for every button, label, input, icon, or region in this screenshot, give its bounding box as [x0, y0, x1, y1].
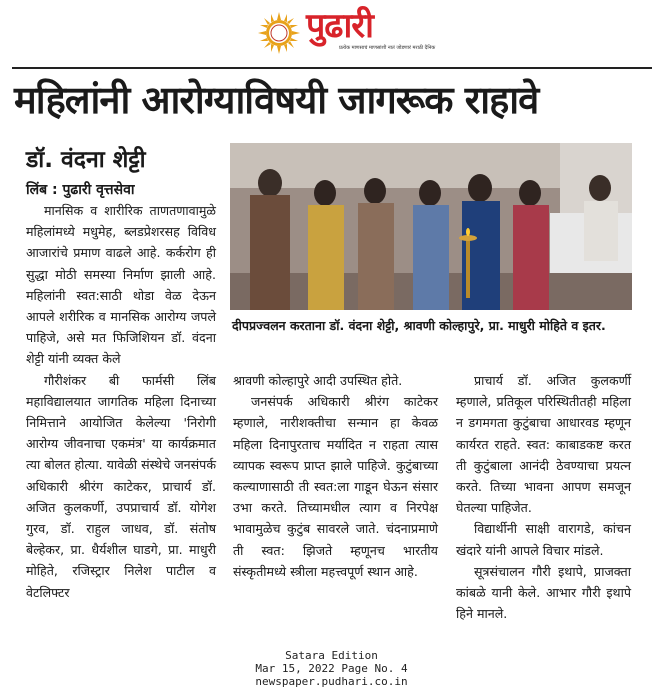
paragraph: विद्यार्थीनी साक्षी वारागडे, कांचन खंदारे यांनी आपले विचार मांडले.: [456, 521, 631, 558]
masthead-tagline: प्रत्येक माणसाचं माणसांशी नातं जोडणारं मराठी दैनिक: [339, 45, 436, 51]
paragraph: प्राचार्य डॉ. अजित कुलकर्णी म्हणाले, प्रतिकूल परिस्थितीतही महिला न डगमगता कुटुंबाचा आधारवड म्हणून कार्यरत राहते. स्वत: काबाडकष्ट करत ती कुटुंबाला आनंदी ठेवण्याचा प्रयत्न करते. तिच्या भावना आपण समजून घेतल्या पाहिजेत.: [456, 373, 631, 516]
sun-emblem-icon: [258, 12, 300, 54]
article-dateline: लिंब : पुढारी वृत्तसेवा: [26, 182, 135, 198]
footer-url[interactable]: newspaper.pudhari.co.in: [255, 675, 408, 688]
paragraph: श्रावणी कोल्हापुरे आदी उपस्थित होते.: [233, 373, 403, 388]
paragraph: सूत्रसंचालन गौरी इथापे, प्राजक्ता कांबळे यानी केले. आभार गौरी इथापे हिने मानले.: [456, 563, 631, 622]
footer-date-page: Mar 15, 2022 Page No. 4: [255, 662, 408, 675]
paragraph: जनसंपर्क अधिकारी श्रीरंग काटेकर म्हणाले, नारीशक्तीचा सन्मान हा केवळ महिला दिनापुरताच मर्यादित न राहता त्यास व्यापक स्वरूप प्राप्त झाले पाहिजे. कुटुंबाच्या कल्याणासाठी ती स्वत:ला गाडून घेऊन संसार उभा करते. तिच्यामधील त्याग व निरपेक्ष भावामुळेच कुटुंब सावरले जाते. चंदनाप्रमाणे ती स्वत: झिजते म्हणूनच भारतीय संस्कृतीमध्ये स्त्रीला महत्त्वपूर्ण स्थान आहे.: [233, 394, 438, 579]
article-column-2: [233, 370, 438, 582]
masthead: [0, 0, 663, 66]
newspaper-logo: पुढारी: [306, 6, 373, 46]
article-column-1: [26, 200, 216, 603]
event-photo: [230, 143, 632, 310]
article-byline: डॉ. वंदना शेट्टी: [26, 147, 146, 173]
photo-caption: दीपप्रज्वलन करताना डॉ. वंदना शेट्टी, श्रावणी कोल्हापुरे, प्रा. माधुरी मोहिते व इतर.: [232, 318, 606, 333]
masthead-divider: [12, 67, 652, 69]
article-headline: महिलांनी आरोग्याविषयी जागरूक राहावे: [14, 78, 539, 122]
paragraph: मानसिक व शारीरिक ताणतणावामुळे महिलांमध्ये मधुमेह, ब्लडप्रेशरसह विविध आजारांचे प्रमाण वाढले आहे. कर्करोग ही सुद्धा मोठी समस्या निर्माण झाली आहे. महिलांनी स्वत:साठी थोडा वेळ देऊन आपले शरीरिक व मानसिक आरोग्य जपले पाहिजे, असे मत फिजिशियन डॉ. वंदना शेट्टी यांनी व्यक्त केले: [26, 203, 216, 367]
paragraph: गौरीशंकर बी फार्मसी लिंब महाविद्यालयात जागतिक महिला दिनाच्या निमित्ताने आयोजित केलेल्या 'निरोगी आरोग्य जीवनाचा एकमंत्र' या कार्यक्रमात त्या बोलत होत्या. यावेळी संस्थेचे जनसंपर्क अधिकारी श्रीरंग काटेकर, प्राचार्य डॉ. अजित कुलकर्णी, उपप्राचार्य डॉ. योगेश गुरव, डॉ. राहुल जाधव, डॉ. संतोष बेल्हेकर, प्रा. धैर्यशील घाडगे, प्रा. माधुरी मोहिते, रजिस्ट्रार निलेश पाटील व वेटलिफ्टर: [26, 372, 216, 600]
article-column-3: [456, 370, 631, 624]
footer-edition: Satara Edition: [285, 649, 378, 662]
